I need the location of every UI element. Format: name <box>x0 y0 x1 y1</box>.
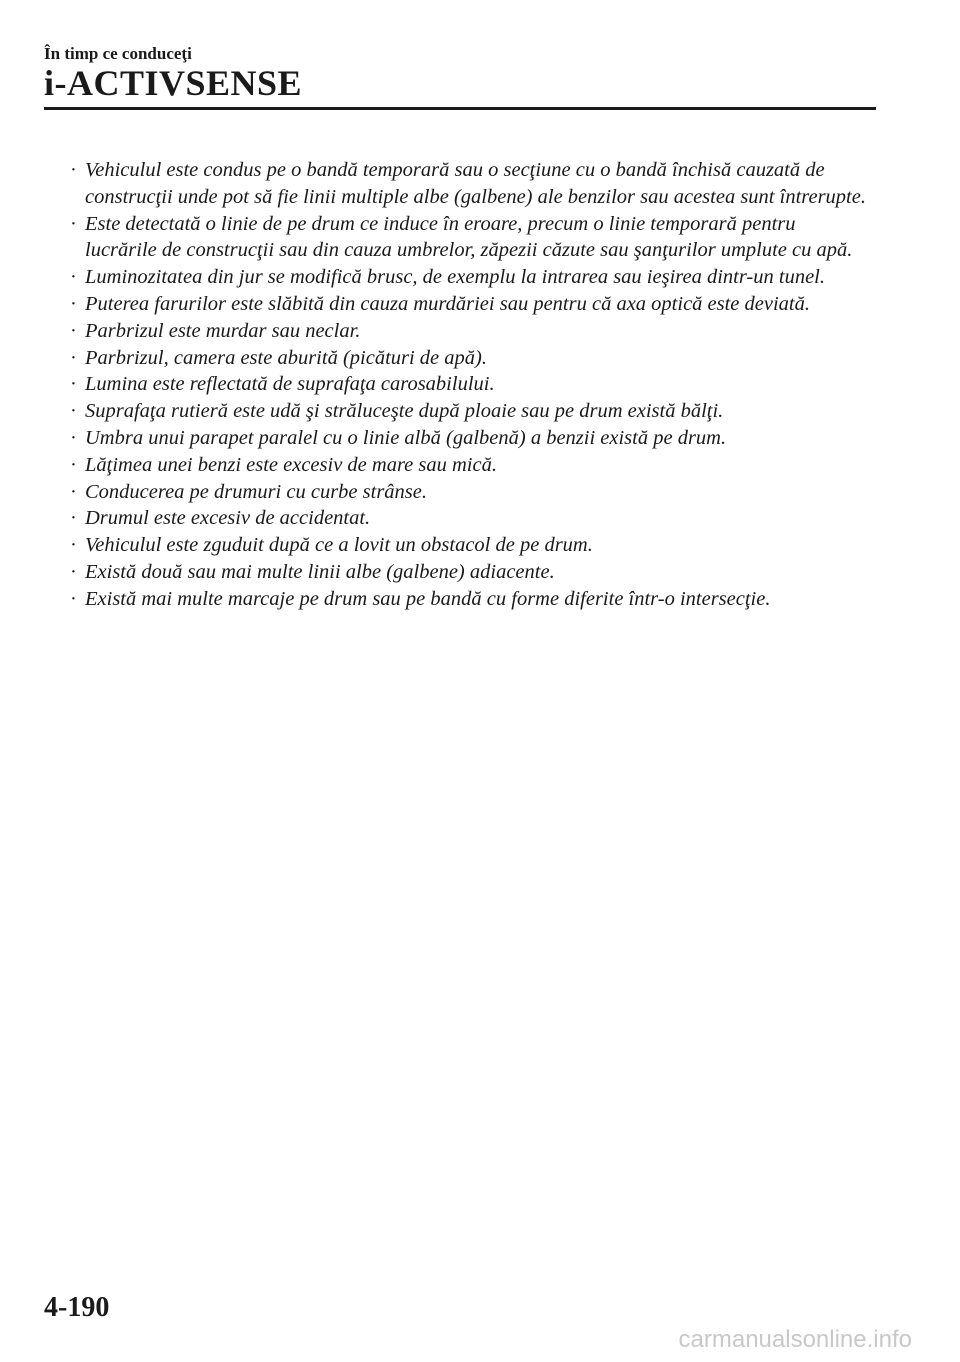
bullet-icon: · <box>70 587 77 610</box>
bullet-icon: · <box>70 534 77 557</box>
list-item-text: Umbra unui parapet paralel cu o linie albă (galbenă) a benzii există pe drum. <box>85 426 727 449</box>
list-item-text: Vehiculul este condus pe o bandă temporară sau o secţiune cu o bandă închisă cauzată de construcţii unde pot să fie linii multiple albe (galbene) ale benzilor sau acestea sunt întrerupte. <box>85 159 866 208</box>
bullet-icon: · <box>70 266 77 289</box>
bullet-icon: · <box>70 560 77 583</box>
list-item-text: Lăţimea unei benzi este excesiv de mare sau mică. <box>85 453 497 476</box>
list-item <box>68 291 868 318</box>
list-item-text: Vehiculul este zguduit după ce a lovit un obstacol de pe drum. <box>85 534 593 557</box>
list-item-text: Parbrizul, camera este aburită (picături de apă). <box>85 346 487 369</box>
bullet-icon: · <box>70 453 77 476</box>
list-item <box>68 532 868 559</box>
list-item <box>68 425 868 452</box>
list-item-text: Parbrizul este murdar sau neclar. <box>85 319 361 342</box>
section-label: În timp ce conduceţi <box>44 44 192 63</box>
list-item-text: Există mai multe marcaje pe drum sau pe bandă cu forme diferite într-o intersecţie. <box>85 587 771 610</box>
page-title: i-ACTIVSENSE <box>44 63 303 103</box>
list-item <box>68 345 868 372</box>
list-item-text: Drumul este excesiv de accidentat. <box>85 507 371 530</box>
bullet-icon: · <box>70 426 77 449</box>
list-item-text: Este detectată o linie de pe drum ce induce în eroare, precum o linie temporară pentru lucrările de construcţii sau din cauza umbrelor, zăpezii căzute sau şanţurilor umplute cu apă. <box>85 212 853 262</box>
bullet-icon: · <box>70 212 77 235</box>
bullet-icon: · <box>70 480 77 503</box>
list-item-text: Puterea farurilor este slăbită din cauza murdăriei sau pentru că axa optică este deviată. <box>85 292 810 315</box>
watermark: carmanualsonline.info <box>678 1326 912 1353</box>
list-item-text: Există două sau mai multe linii albe (galbene) adiacente. <box>85 560 555 583</box>
list-item <box>68 479 868 506</box>
list-item <box>68 264 868 291</box>
list-item <box>68 586 868 613</box>
bullet-icon: · <box>70 292 77 315</box>
page-number: 4-190 <box>44 1292 110 1323</box>
list-item <box>68 211 868 265</box>
condition-list <box>68 157 868 613</box>
bullet-icon: · <box>70 159 77 181</box>
list-item <box>68 559 868 586</box>
list-item <box>68 452 868 479</box>
list-item <box>68 398 868 425</box>
list-item <box>68 157 868 211</box>
list-item-text: Lumina este reflectată de suprafaţa carosabilului. <box>85 373 495 396</box>
bullet-icon: · <box>70 373 77 396</box>
bullet-icon: · <box>70 400 77 423</box>
list-item <box>68 318 868 345</box>
bullet-icon: · <box>70 507 77 530</box>
list-item-text: Suprafaţa rutieră este udă şi străluceşte după ploaie sau pe drum există bălţi. <box>85 400 724 423</box>
header-divider <box>44 107 876 110</box>
list-item <box>68 371 868 398</box>
list-item <box>68 505 868 532</box>
list-item-text: Luminozitatea din jur se modifică brusc, de exemplu la intrarea sau ieşirea dintr-un tunel. <box>85 266 825 289</box>
bullet-icon: · <box>70 319 77 342</box>
list-item-text: Conducerea pe drumuri cu curbe strânse. <box>85 480 427 503</box>
bullet-icon: · <box>70 346 77 369</box>
